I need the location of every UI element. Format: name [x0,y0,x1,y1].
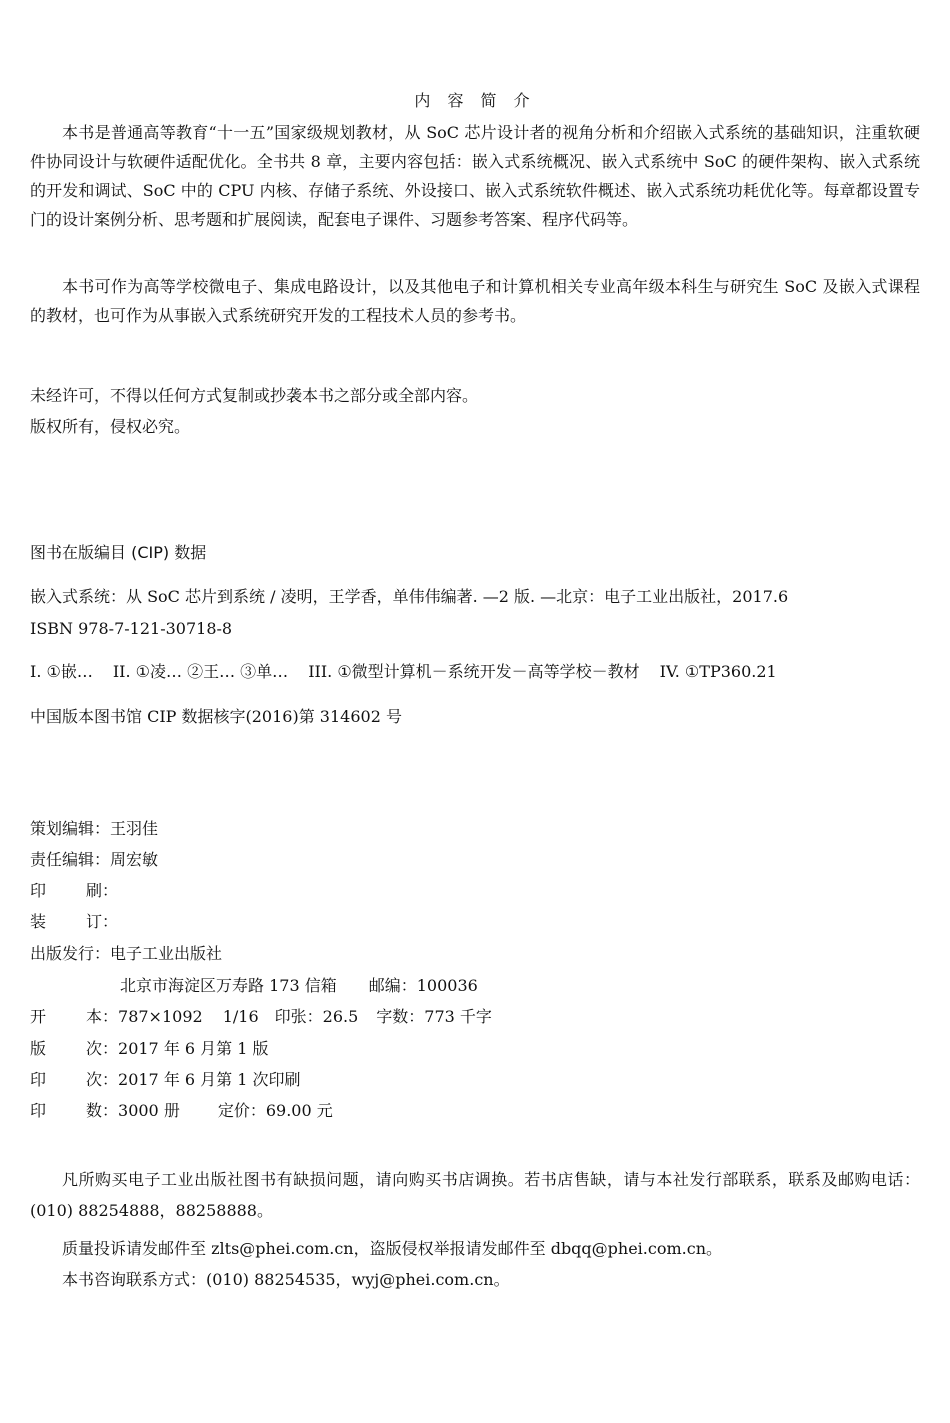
format-label-b: 本： [86,1007,119,1026]
cip-classification [30,661,777,683]
printing-label-a: 印 [30,881,47,900]
edition-row [30,1038,269,1060]
address: 北京市海淀区万寿路 173 信箱 [120,976,337,995]
copies: 3000 册 [118,1101,180,1120]
contact-paragraph-3: 本书咨询联系方式：(010) 88254535，wyj@phei.com.cn。 [62,1270,510,1289]
cip-isbn: ISBN 978-7-121-30718-8 [30,619,233,638]
impression-label-a: 印 [30,1070,47,1089]
responsible-editor-row [30,849,158,871]
summary-title: 内 容 简 介 [414,91,536,110]
edition-label-b: 次： [86,1039,119,1058]
planning-editor-label: 策划编辑： [30,819,111,838]
format-label-a: 开 [30,1007,47,1026]
planning-editor: 王羽佳 [110,819,159,838]
impression-row [30,1069,301,1091]
cip-class-4: IV. ①TP360.21 [659,662,777,681]
format-row [30,1006,492,1028]
responsible-editor-label: 责任编辑： [30,850,111,869]
responsible-editor: 周宏敏 [110,850,159,869]
summary-paragraph-1: 本书是普通高等教育“十一五”国家级规划教材，从 SoC 芯片设计者的视角分析和介绍嵌入式系统的基础知识，注重软硬件协同设计与软硬件适配优化。全书共 8 章，主要内容包括：嵌入式系统概况、嵌入式系统中 SoC 的硬件架构、嵌入式系统的开发和调试、SoC 中的 CPU 内核、存储子系统、外设接口、嵌入式系统软件概述、嵌入式系统功耗优化等。每章都设置专门的设计案例分析、思考题和扩展阅读，配套电子课件、习题参考答案、程序代码等。 [30,123,920,229]
printing-label-b: 刷： [86,881,119,900]
postcode-label: 邮编： [368,976,417,995]
postcode: 100036 [416,976,478,995]
printing-row [30,880,118,902]
impression: 2017 年 6 月第 1 次印刷 [118,1070,301,1089]
sheets-label: 印张： [274,1007,323,1026]
address-row [120,975,478,997]
impression-label-b: 次： [86,1070,119,1089]
cip-class-1: I. ①嵌… [30,662,93,681]
planning-editor-row [30,818,158,840]
cip-record: 嵌入式系统：从 SoC 芯片到系统 / 凌明，王学香，单伟伟编著. —2 版. —北京：电子工业出版社，2017.6 [30,587,789,606]
copyright-reserved: 版权所有，侵权必究。 [30,417,191,436]
sheets: 26.5 [322,1007,359,1026]
price: 69.00 元 [265,1101,333,1120]
binding-label-b: 订： [86,912,119,931]
edition: 2017 年 6 月第 1 版 [118,1039,269,1058]
copies-label-a: 印 [30,1101,47,1120]
publisher-label: 出版发行： [30,944,111,963]
binding-row [30,911,118,933]
contact-paragraph-1: 凡所购买电子工业出版社图书有缺损问题，请向购买书店调换。若书店售缺，请与本社发行部联系，联系及邮购电话：(010) 88254888，88258888。 [30,1170,920,1220]
words-label: 字数： [376,1007,425,1026]
copies-label-b: 数： [86,1101,119,1120]
copies-row [30,1100,333,1122]
cip-library-record: 中国版本图书馆 CIP 数据核字(2016)第 314602 号 [30,707,402,726]
cip-heading: 图书在版编目 (CIP) 数据 [30,543,207,562]
contact-paragraph-2: 质量投诉请发邮件至 zlts@phei.com.cn，盗版侵权举报请发邮件至 dbqq@phei.com.cn。 [62,1239,723,1258]
summary-paragraph-2: 本书可作为高等学校微电子、集成电路设计，以及其他电子和计算机相关专业高年级本科生与研究生 SoC 及嵌入式课程的教材，也可作为从事嵌入式系统研究开发的工程技术人员的参考书。 [30,277,920,325]
publisher-row [30,943,222,965]
edition-label-a: 版 [30,1039,47,1058]
format: 787×1092 [118,1007,203,1026]
binding-label-a: 装 [30,912,47,931]
format-size: 1/16 [222,1007,259,1026]
cip-class-3: III. ①微型计算机－系统开发－高等学校－教材 [308,662,640,681]
cip-class-2: II. ①凌… ②王… ③单… [112,662,289,681]
price-label: 定价： [217,1101,266,1120]
words: 773 千字 [424,1007,492,1026]
copyright-notice: 未经许可，不得以任何方式复制或抄袭本书之部分或全部内容。 [30,386,479,405]
publisher: 电子工业出版社 [110,944,223,963]
